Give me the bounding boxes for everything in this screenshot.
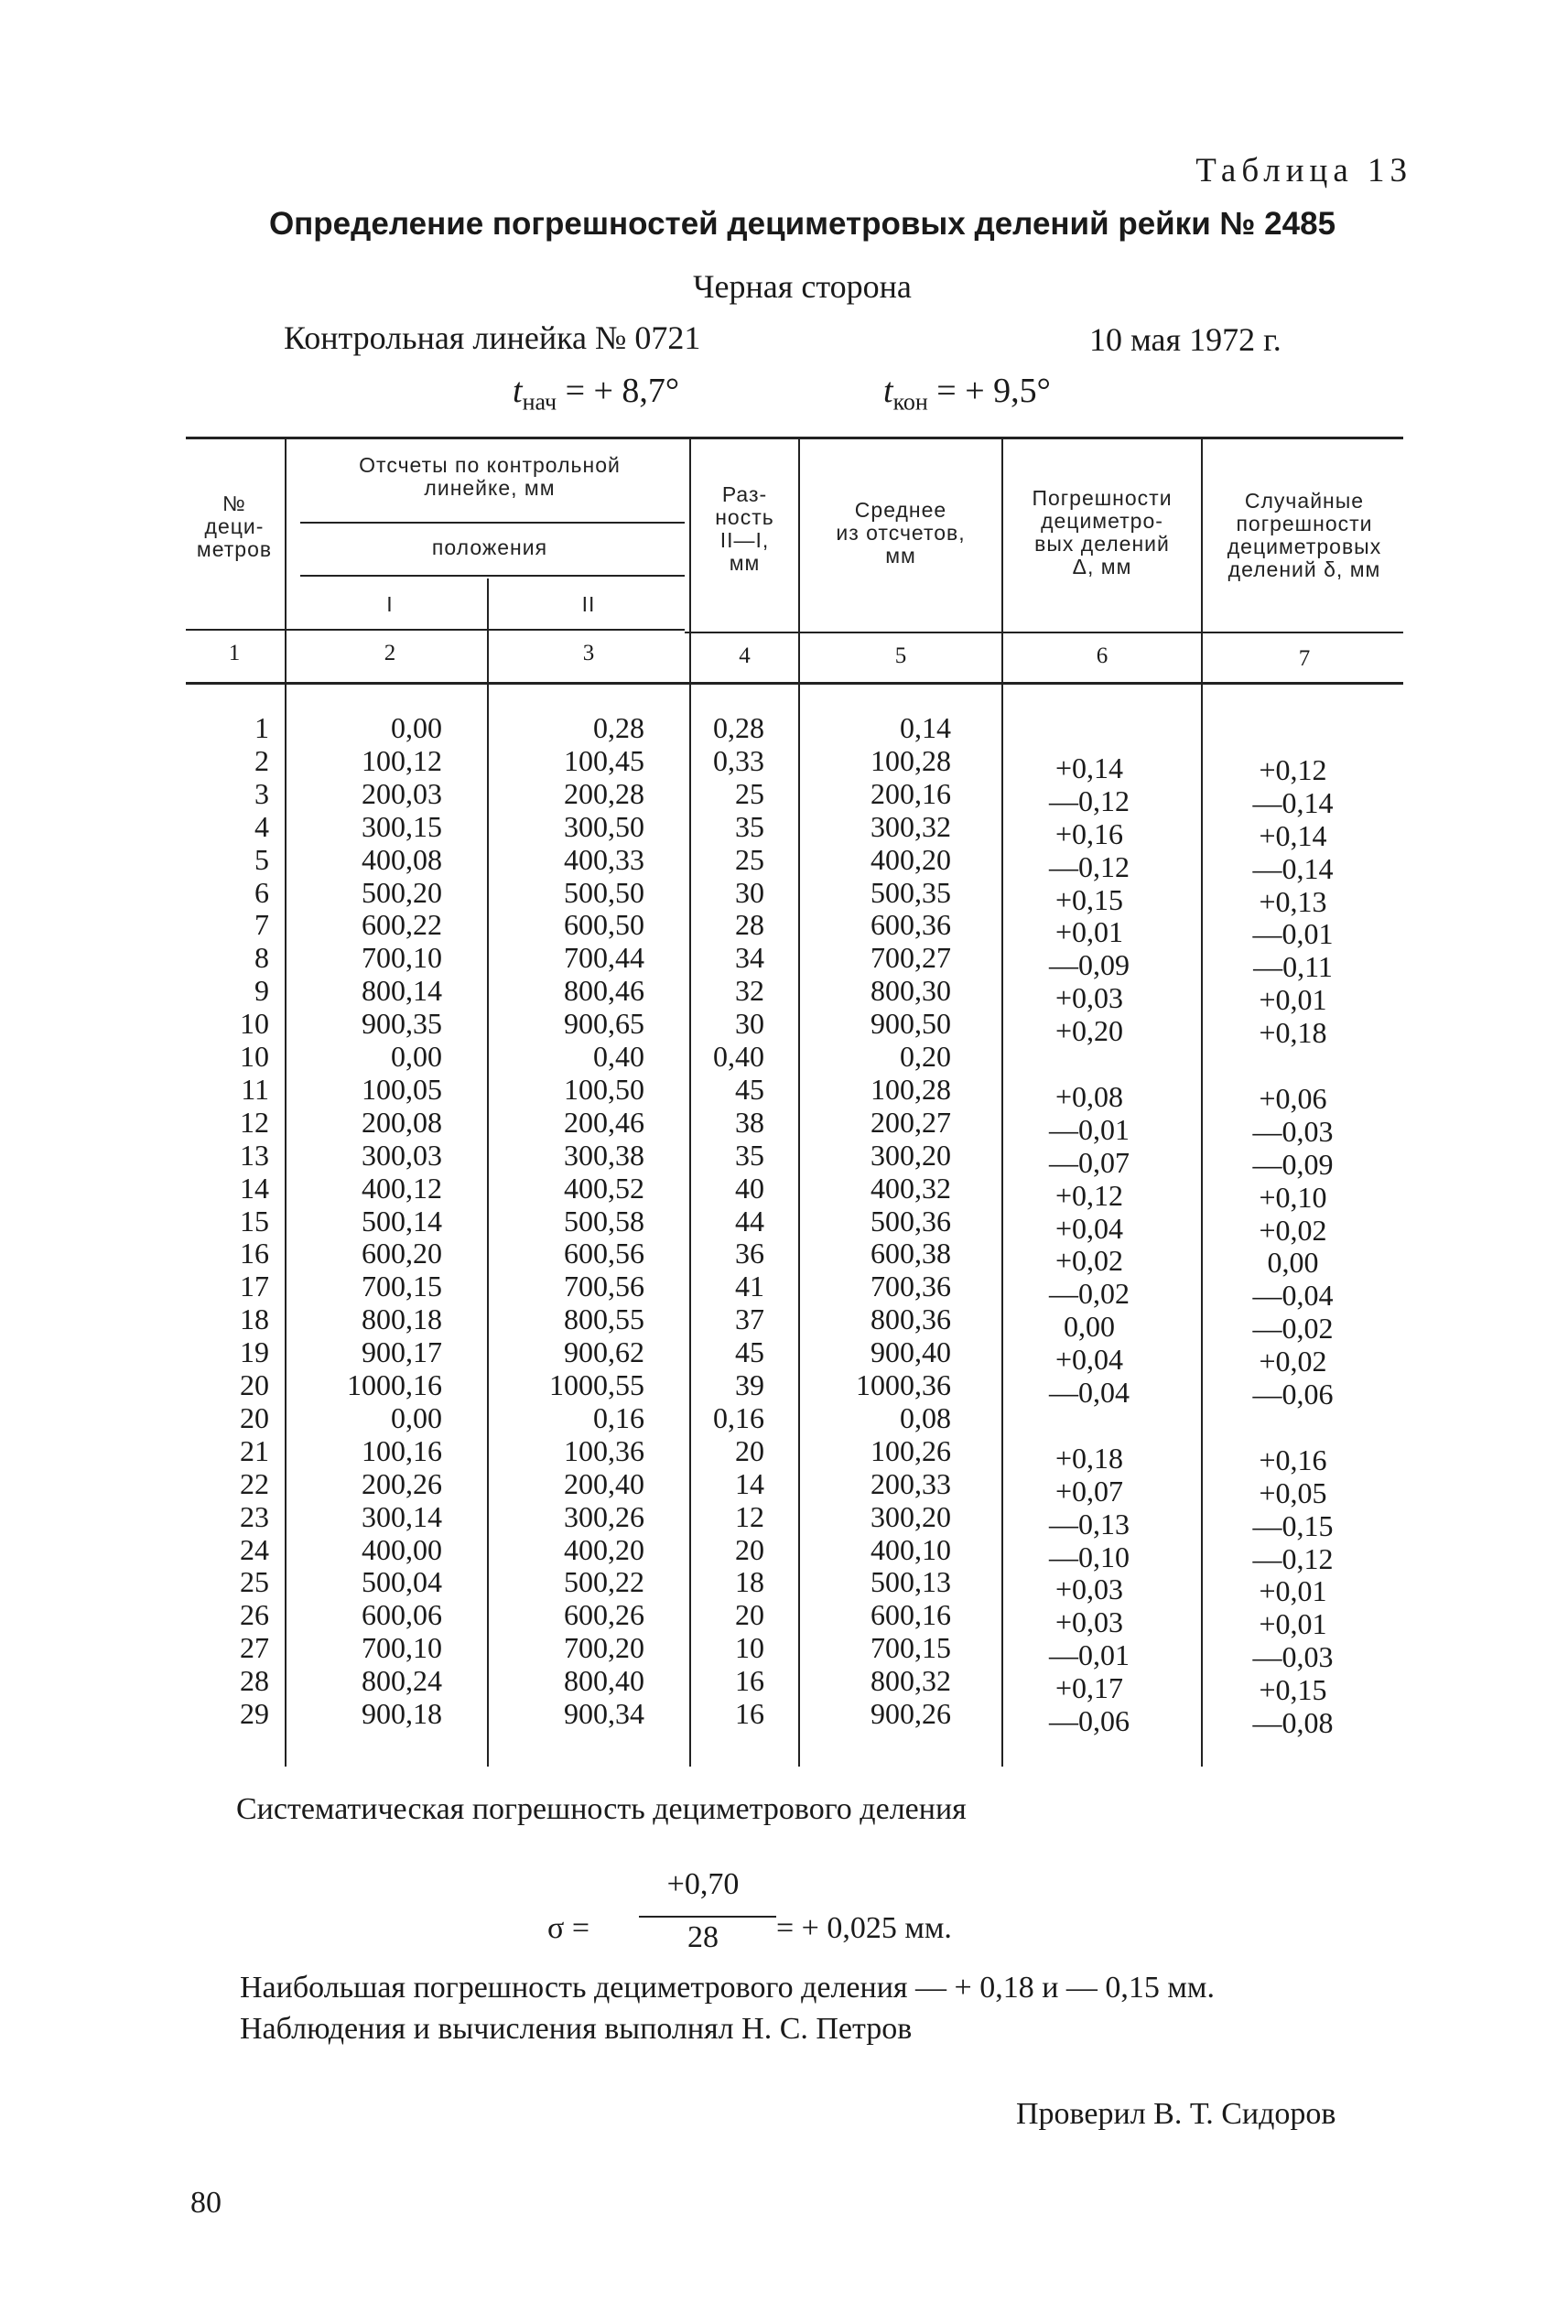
- cell-reading-ii: 800,46: [564, 974, 644, 1008]
- cell-random-error: +0,12: [1259, 752, 1327, 786]
- cell-random-error: —0,14: [1252, 851, 1334, 885]
- cell-random-error: +0,02: [1259, 1345, 1327, 1378]
- cell-dm-number: 14: [240, 1171, 269, 1205]
- cell-reading-ii: 200,46: [564, 1105, 644, 1139]
- cell-reading-ii: 400,33: [564, 842, 644, 876]
- cell-reading-ii: 100,45: [564, 743, 644, 777]
- header-col5: Среднее из отсчетов, мм: [836, 498, 966, 567]
- cell-dm-number: 27: [240, 1631, 269, 1665]
- observer-text: Наблюдения и вычисления выполнял Н. С. Петров: [240, 2012, 913, 2046]
- header-readings-group: Отсчеты по контрольной линейке, мм: [359, 453, 621, 500]
- header-col3: II: [581, 592, 596, 616]
- cell-reading-ii: 300,50: [564, 809, 644, 843]
- cell-error: +0,04: [1054, 1343, 1124, 1377]
- cell-reading-ii: 500,22: [564, 1565, 644, 1599]
- cell-difference: 0,16: [713, 1400, 764, 1434]
- cell-reading-ii: 900,65: [564, 1007, 644, 1041]
- cell-dm-number: 8: [254, 941, 269, 975]
- cell-reading-ii: 900,62: [564, 1335, 644, 1369]
- cell-reading-i: 100,16: [362, 1433, 442, 1467]
- cell-difference: 16: [735, 1697, 764, 1730]
- cell-difference: 30: [735, 1007, 764, 1041]
- cell-error: +0,03: [1054, 981, 1124, 1015]
- cell-mean: 100,26: [871, 1433, 951, 1467]
- cell-mean: 200,27: [871, 1105, 951, 1139]
- cell-random-error: +0,05: [1259, 1475, 1327, 1509]
- cell-mean: 600,36: [871, 908, 951, 942]
- formula-result: = + 0,025 мм.: [776, 1911, 952, 1945]
- cell-dm-number: 12: [240, 1105, 269, 1139]
- cell-dm-number: 10: [240, 1007, 269, 1041]
- cell-error: —0,10: [1049, 1540, 1130, 1573]
- cell-random-error: —0,12: [1252, 1541, 1334, 1575]
- cell-reading-i: 200,08: [362, 1105, 442, 1139]
- cell-difference: 45: [735, 1072, 764, 1106]
- cell-difference: 38: [735, 1105, 764, 1139]
- cell-error: —0,12: [1049, 849, 1130, 883]
- cell-reading-i: 300,14: [362, 1499, 442, 1533]
- cell-mean: 700,36: [871, 1270, 951, 1303]
- col-divider-5: [1001, 439, 1003, 1767]
- colnum-5: 5: [894, 643, 907, 668]
- cell-mean: 600,38: [871, 1237, 951, 1270]
- cell-dm-number: 6: [254, 875, 269, 909]
- fraction-bar: [639, 1916, 776, 1918]
- cell-dm-number: 20: [240, 1400, 269, 1434]
- colnum-3: 3: [582, 641, 595, 665]
- cell-reading-i: 500,20: [362, 875, 442, 909]
- cell-reading-ii: 400,20: [564, 1532, 644, 1566]
- systematic-error-label: Систематическая погрешность дециметрового деления: [236, 1792, 967, 1826]
- cell-reading-i: 800,18: [362, 1303, 442, 1336]
- cell-mean: 400,20: [871, 842, 951, 876]
- cell-dm-number: 15: [240, 1204, 269, 1238]
- cell-difference: 36: [735, 1237, 764, 1270]
- cell-reading-i: 0,00: [391, 1040, 442, 1073]
- cell-reading-ii: 700,56: [564, 1270, 644, 1303]
- cell-difference: 35: [735, 1138, 764, 1172]
- cell-mean: 500,35: [871, 875, 951, 909]
- cell-error: +0,03: [1054, 1573, 1124, 1606]
- cell-mean: 0,20: [900, 1040, 951, 1073]
- cell-error: +0,02: [1054, 1244, 1124, 1278]
- cell-reading-ii: 700,44: [564, 941, 644, 975]
- cell-difference: 40: [735, 1171, 764, 1205]
- col-divider-6: [1201, 439, 1203, 1767]
- cell-reading-i: 500,14: [362, 1204, 442, 1238]
- side-subtitle: Черная сторона: [693, 268, 912, 305]
- cell-reading-i: 800,14: [362, 974, 442, 1008]
- cell-reading-ii: 500,50: [564, 875, 644, 909]
- cell-mean: 800,32: [871, 1664, 951, 1698]
- cell-error: —0,02: [1049, 1277, 1130, 1311]
- cell-reading-ii: 400,52: [564, 1171, 644, 1205]
- cell-difference: 16: [735, 1664, 764, 1698]
- cell-dm-number: 17: [240, 1270, 269, 1303]
- cell-random-error: —0,04: [1252, 1279, 1334, 1313]
- cell-error: +0,03: [1054, 1605, 1124, 1639]
- table-label: Таблица 13: [1195, 152, 1412, 189]
- cell-error: —0,09: [1049, 948, 1130, 982]
- cell-reading-ii: 0,16: [593, 1400, 644, 1434]
- cell-reading-i: 300,03: [362, 1138, 442, 1172]
- cell-error: 0,00: [1064, 1310, 1115, 1344]
- page-number: 80: [190, 2186, 222, 2220]
- cell-reading-i: 0,00: [391, 711, 442, 744]
- cell-dm-number: 7: [254, 908, 269, 942]
- cell-reading-ii: 800,55: [564, 1303, 644, 1336]
- cell-reading-i: 600,20: [362, 1237, 442, 1270]
- cell-reading-i: 200,03: [362, 776, 442, 810]
- cell-mean: 300,20: [871, 1499, 951, 1533]
- cell-random-error: —0,08: [1252, 1706, 1334, 1739]
- cell-reading-i: 400,00: [362, 1532, 442, 1566]
- cell-random-error: —0,03: [1252, 1640, 1334, 1674]
- cell-dm-number: 9: [254, 974, 269, 1008]
- cell-reading-i: 900,17: [362, 1335, 442, 1369]
- cell-dm-number: 18: [240, 1303, 269, 1336]
- cell-random-error: +0,15: [1259, 1673, 1327, 1707]
- table-top-rule: [186, 437, 1403, 439]
- end-temperature: $t_{кон}$ = + 9,5°: [883, 372, 1051, 416]
- cell-mean: 900,40: [871, 1335, 951, 1369]
- col-divider-1: [285, 439, 287, 1767]
- cell-difference: 25: [735, 842, 764, 876]
- cell-random-error: +0,16: [1259, 1443, 1327, 1476]
- cell-mean: 800,36: [871, 1303, 951, 1336]
- cell-difference: 41: [735, 1270, 764, 1303]
- cell-random-error: +0,01: [1259, 1574, 1327, 1608]
- cell-reading-i: 700,10: [362, 1631, 442, 1665]
- cell-error: —0,06: [1049, 1704, 1130, 1737]
- cell-error: —0,07: [1049, 1145, 1130, 1179]
- colnum-4: 4: [739, 643, 751, 668]
- cell-mean: 400,10: [871, 1532, 951, 1566]
- cell-difference: 20: [735, 1433, 764, 1467]
- cell-reading-i: 300,15: [362, 809, 442, 843]
- cell-dm-number: 22: [240, 1466, 269, 1500]
- cell-dm-number: 25: [240, 1565, 269, 1599]
- cell-reading-ii: 600,50: [564, 908, 644, 942]
- cell-reading-ii: 1000,55: [549, 1368, 644, 1401]
- cell-random-error: +0,10: [1259, 1180, 1327, 1214]
- cell-random-error: —0,15: [1252, 1508, 1334, 1542]
- cell-error: —0,04: [1049, 1376, 1130, 1409]
- header-bottom-rule-c: [685, 632, 1403, 633]
- cell-reading-i: 700,15: [362, 1270, 442, 1303]
- cell-random-error: —0,02: [1252, 1312, 1334, 1346]
- cell-error: —0,01: [1049, 1112, 1130, 1146]
- cell-mean: 400,32: [871, 1171, 951, 1205]
- cell-reading-ii: 600,26: [564, 1598, 644, 1632]
- cell-mean: 900,26: [871, 1697, 951, 1730]
- cell-difference: 14: [735, 1466, 764, 1500]
- cell-dm-number: 2: [254, 743, 269, 777]
- cell-error: +0,17: [1054, 1671, 1124, 1705]
- cell-dm-number: 28: [240, 1664, 269, 1698]
- systematic-error-formula: [547, 1867, 1023, 1968]
- cell-reading-ii: 200,40: [564, 1466, 644, 1500]
- sigma-symbol: σ =: [547, 1911, 590, 1945]
- checker-text: Проверил В. Т. Сидоров: [1016, 2097, 1336, 2131]
- cell-random-error: —0,03: [1252, 1114, 1334, 1148]
- cell-difference: 39: [735, 1368, 764, 1401]
- cell-difference: 0,28: [713, 711, 764, 744]
- cell-difference: 37: [735, 1303, 764, 1336]
- cell-dm-number: 20: [240, 1368, 269, 1401]
- cell-reading-ii: 900,34: [564, 1697, 644, 1730]
- cell-reading-i: 600,22: [362, 908, 442, 942]
- cell-mean: 600,16: [871, 1598, 951, 1632]
- header-col2: I: [386, 592, 394, 616]
- header-col7: Случайные погрешности дециметровых делений δ, мм: [1227, 489, 1382, 581]
- cell-reading-ii: 500,58: [564, 1204, 644, 1238]
- colnum-6: 6: [1096, 643, 1108, 668]
- cell-random-error: +0,06: [1259, 1081, 1327, 1115]
- cell-error: +0,20: [1054, 1014, 1124, 1048]
- cell-dm-number: 4: [254, 809, 269, 843]
- cell-random-error: +0,02: [1259, 1213, 1327, 1247]
- cell-random-error: +0,13: [1259, 884, 1327, 918]
- cell-difference: 0,33: [713, 743, 764, 777]
- cell-error: —0,01: [1049, 1638, 1130, 1672]
- header-col4: Раз- ность II—I, мм: [715, 482, 774, 575]
- cell-dm-number: 26: [240, 1598, 269, 1632]
- cell-reading-i: 700,10: [362, 941, 442, 975]
- cell-error: +0,15: [1054, 882, 1124, 916]
- cell-reading-i: 600,06: [362, 1598, 442, 1632]
- cell-dm-number: 11: [241, 1072, 269, 1106]
- date-label: 10 мая 1972 г.: [1089, 321, 1281, 358]
- cell-error: +0,07: [1054, 1474, 1124, 1508]
- page-title: Определение погрешностей дециметровых делений рейки № 2485: [268, 206, 1336, 242]
- cell-dm-number: 3: [254, 776, 269, 810]
- cell-mean: 700,27: [871, 941, 951, 975]
- cell-mean: 0,08: [900, 1400, 951, 1434]
- cell-mean: 300,20: [871, 1138, 951, 1172]
- cell-difference: 30: [735, 875, 764, 909]
- cell-error: +0,16: [1054, 816, 1124, 850]
- cell-reading-i: 900,35: [362, 1007, 442, 1041]
- cell-reading-ii: 0,28: [593, 711, 644, 744]
- header-col1: № деци- метров: [196, 492, 273, 561]
- cell-dm-number: 19: [240, 1335, 269, 1369]
- cell-error: +0,14: [1054, 751, 1124, 784]
- colnum-7: 7: [1298, 646, 1311, 671]
- cell-reading-ii: 200,28: [564, 776, 644, 810]
- cell-difference: 18: [735, 1565, 764, 1599]
- cell-error: +0,12: [1054, 1178, 1124, 1212]
- cell-reading-i: 400,08: [362, 842, 442, 876]
- cell-reading-i: 800,24: [362, 1664, 442, 1698]
- cell-mean: 300,32: [871, 809, 951, 843]
- cell-error: —0,12: [1049, 784, 1130, 817]
- cell-reading-ii: 100,36: [564, 1433, 644, 1467]
- formula-denominator: 28: [687, 1920, 719, 1954]
- cell-mean: 100,28: [871, 743, 951, 777]
- cell-difference: 20: [735, 1532, 764, 1566]
- cell-random-error: +0,18: [1259, 1016, 1327, 1050]
- cell-reading-ii: 300,38: [564, 1138, 644, 1172]
- cell-mean: 800,30: [871, 974, 951, 1008]
- cell-difference: 20: [735, 1598, 764, 1632]
- colnum-2: 2: [384, 641, 396, 665]
- cell-reading-i: 200,26: [362, 1466, 442, 1500]
- cell-reading-ii: 300,26: [564, 1499, 644, 1533]
- cell-reading-ii: 700,20: [564, 1631, 644, 1665]
- cell-error: +0,04: [1054, 1211, 1124, 1245]
- cell-difference: 34: [735, 941, 764, 975]
- cell-random-error: —0,14: [1252, 785, 1334, 819]
- cell-reading-i: 400,12: [362, 1171, 442, 1205]
- cell-mean: 500,36: [871, 1204, 951, 1238]
- control-ruler-label: Контрольная линейка № 0721: [284, 319, 701, 356]
- cell-mean: 1000,36: [856, 1368, 951, 1401]
- cell-error: +0,08: [1054, 1079, 1124, 1113]
- cell-random-error: —0,09: [1252, 1147, 1334, 1181]
- cell-dm-number: 1: [254, 711, 269, 744]
- cell-random-error: —0,01: [1252, 917, 1334, 951]
- header-subrule-group: [300, 522, 685, 524]
- cell-mean: 100,28: [871, 1072, 951, 1106]
- cell-reading-i: 100,12: [362, 743, 442, 777]
- cell-dm-number: 16: [240, 1237, 269, 1270]
- cell-random-error: —0,06: [1252, 1378, 1334, 1411]
- formula-numerator: +0,70: [666, 1867, 740, 1901]
- cell-mean: 500,13: [871, 1565, 951, 1599]
- cell-reading-i: 500,04: [362, 1565, 442, 1599]
- header-subrule-positions: [300, 575, 685, 577]
- cell-dm-number: 24: [240, 1532, 269, 1566]
- cell-reading-i: 1000,16: [347, 1368, 442, 1401]
- cell-dm-number: 10: [240, 1040, 269, 1073]
- cell-difference: 25: [735, 776, 764, 810]
- cell-random-error: +0,14: [1259, 818, 1327, 852]
- colnum-bottom-rule: [186, 682, 1403, 685]
- cell-mean: 200,16: [871, 776, 951, 810]
- cell-dm-number: 13: [240, 1138, 269, 1172]
- cell-reading-ii: 800,40: [564, 1664, 644, 1698]
- cell-mean: 700,15: [871, 1631, 951, 1665]
- cell-error: +0,01: [1054, 915, 1124, 949]
- cell-mean: 0,14: [900, 711, 951, 744]
- cell-reading-ii: 100,50: [564, 1072, 644, 1106]
- max-error-text: Наибольшая погрешность дециметрового деления — + 0,18 и — 0,15 мм.: [240, 1971, 1215, 2005]
- header-positions: положения: [431, 535, 548, 559]
- cell-reading-i: 0,00: [391, 1400, 442, 1434]
- cell-difference: 10: [735, 1631, 764, 1665]
- cell-dm-number: 23: [240, 1499, 269, 1533]
- cell-difference: 45: [735, 1335, 764, 1369]
- cell-random-error: +0,01: [1259, 983, 1327, 1017]
- cell-dm-number: 5: [254, 842, 269, 876]
- cell-difference: 12: [735, 1499, 764, 1533]
- cell-difference: 32: [735, 974, 764, 1008]
- cell-mean: 900,50: [871, 1007, 951, 1041]
- header-bottom-rule-b: [300, 629, 685, 631]
- cell-difference: 0,40: [713, 1040, 764, 1073]
- cell-mean: 200,33: [871, 1466, 951, 1500]
- cell-error: —0,13: [1049, 1507, 1130, 1540]
- cell-dm-number: 21: [240, 1433, 269, 1467]
- cell-reading-i: 100,05: [362, 1072, 442, 1106]
- cell-dm-number: 29: [240, 1697, 269, 1730]
- start-temperature: $t_{нач}$ = + 8,7°: [513, 372, 680, 416]
- cell-random-error: 0,00: [1267, 1246, 1319, 1280]
- cell-difference: 35: [735, 809, 764, 843]
- cell-difference: 44: [735, 1204, 764, 1238]
- cell-random-error: —0,11: [1253, 950, 1333, 984]
- cell-reading-i: 900,18: [362, 1697, 442, 1730]
- cell-difference: 28: [735, 908, 764, 942]
- header-col6: Погрешности дециметро- вых делений Δ, мм: [1032, 486, 1173, 578]
- cell-reading-ii: 600,56: [564, 1237, 644, 1270]
- cell-reading-ii: 0,40: [593, 1040, 644, 1073]
- cell-error: +0,18: [1054, 1441, 1124, 1475]
- colnum-1: 1: [228, 641, 241, 665]
- cell-random-error: +0,01: [1259, 1607, 1327, 1641]
